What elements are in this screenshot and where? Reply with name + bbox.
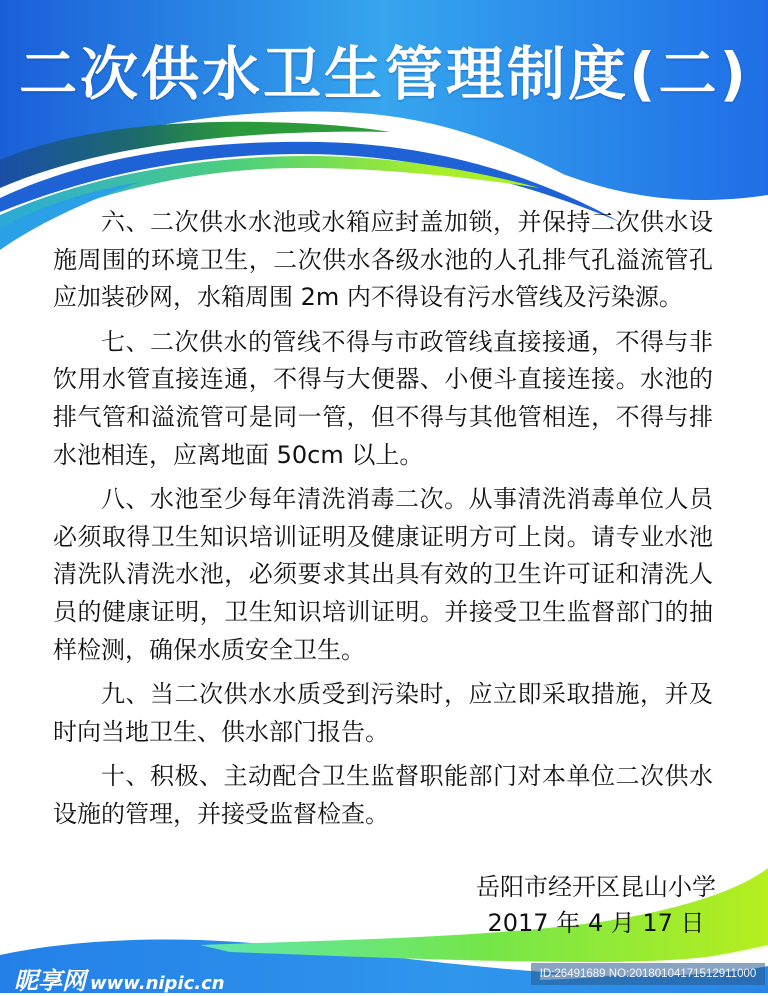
watermark-logo [14,961,225,996]
rule-paragraph-6 [53,204,713,317]
rule-text: 二次供水水池或水箱应封盖加锁，并保持二次供水设施周围的环境卫生，二次供水各级水池的人孔排气孔溢流管孔应加装砂网，水箱周围 2m 内不得设有污水管线及污染源。 [53,208,713,312]
watermark-logo-text: 昵享网 [14,967,86,995]
rule-paragraph-7 [53,324,713,474]
rule-label: 九、 [101,680,150,709]
rule-label: 七、 [101,327,150,356]
rule-label: 八、 [101,485,150,514]
rule-text: 水池至少每年清洗消毒二次。从事清洗消毒单位人员必须取得卫生知识培训证明及健康证明方可上岗。请专业水池清洗队清洗水池，必须要求其出具有效的卫生许可证和清洗人员的健康证明，卫生知识培训证明。并接受卫生监督部门的抽样检测，确保水质安全卫生。 [53,485,713,664]
signature-date: 2017 年 4 月 17 日 [487,909,705,937]
rules-body [53,204,713,841]
rule-paragraph-10 [53,758,713,833]
signature-organization: 岳阳市经开区昆山小学 [476,873,716,901]
watermark-id: ID:26491689 NO:20180104171512911000 [531,963,765,985]
poster-title: 二次供水卫生管理制度(二) [18,40,750,108]
rule-paragraph-8 [53,481,713,669]
watermark-url: www.nipic.cn [90,973,225,994]
rule-text: 二次供水的管线不得与市政管线直接接通，不得与非饮用水管直接连通，不得与大便器、小便斗直接连接。水池的排气管和溢流管可是同一管，但不得与其他管相连，不得与排水池相连，应离地面 50cm 以上。 [53,327,713,469]
rule-label: 十、 [101,762,150,791]
rule-label: 六、 [101,208,150,236]
rule-text: 积极、主动配合卫生监督职能部门对本单位二次供水设施的管理，并接受监督检查。 [53,762,713,828]
rule-paragraph-9 [53,676,713,751]
rule-text: 当二次供水水质受到污染时，应立即采取措施，并及时向当地卫生、供水部门报告。 [53,680,713,746]
